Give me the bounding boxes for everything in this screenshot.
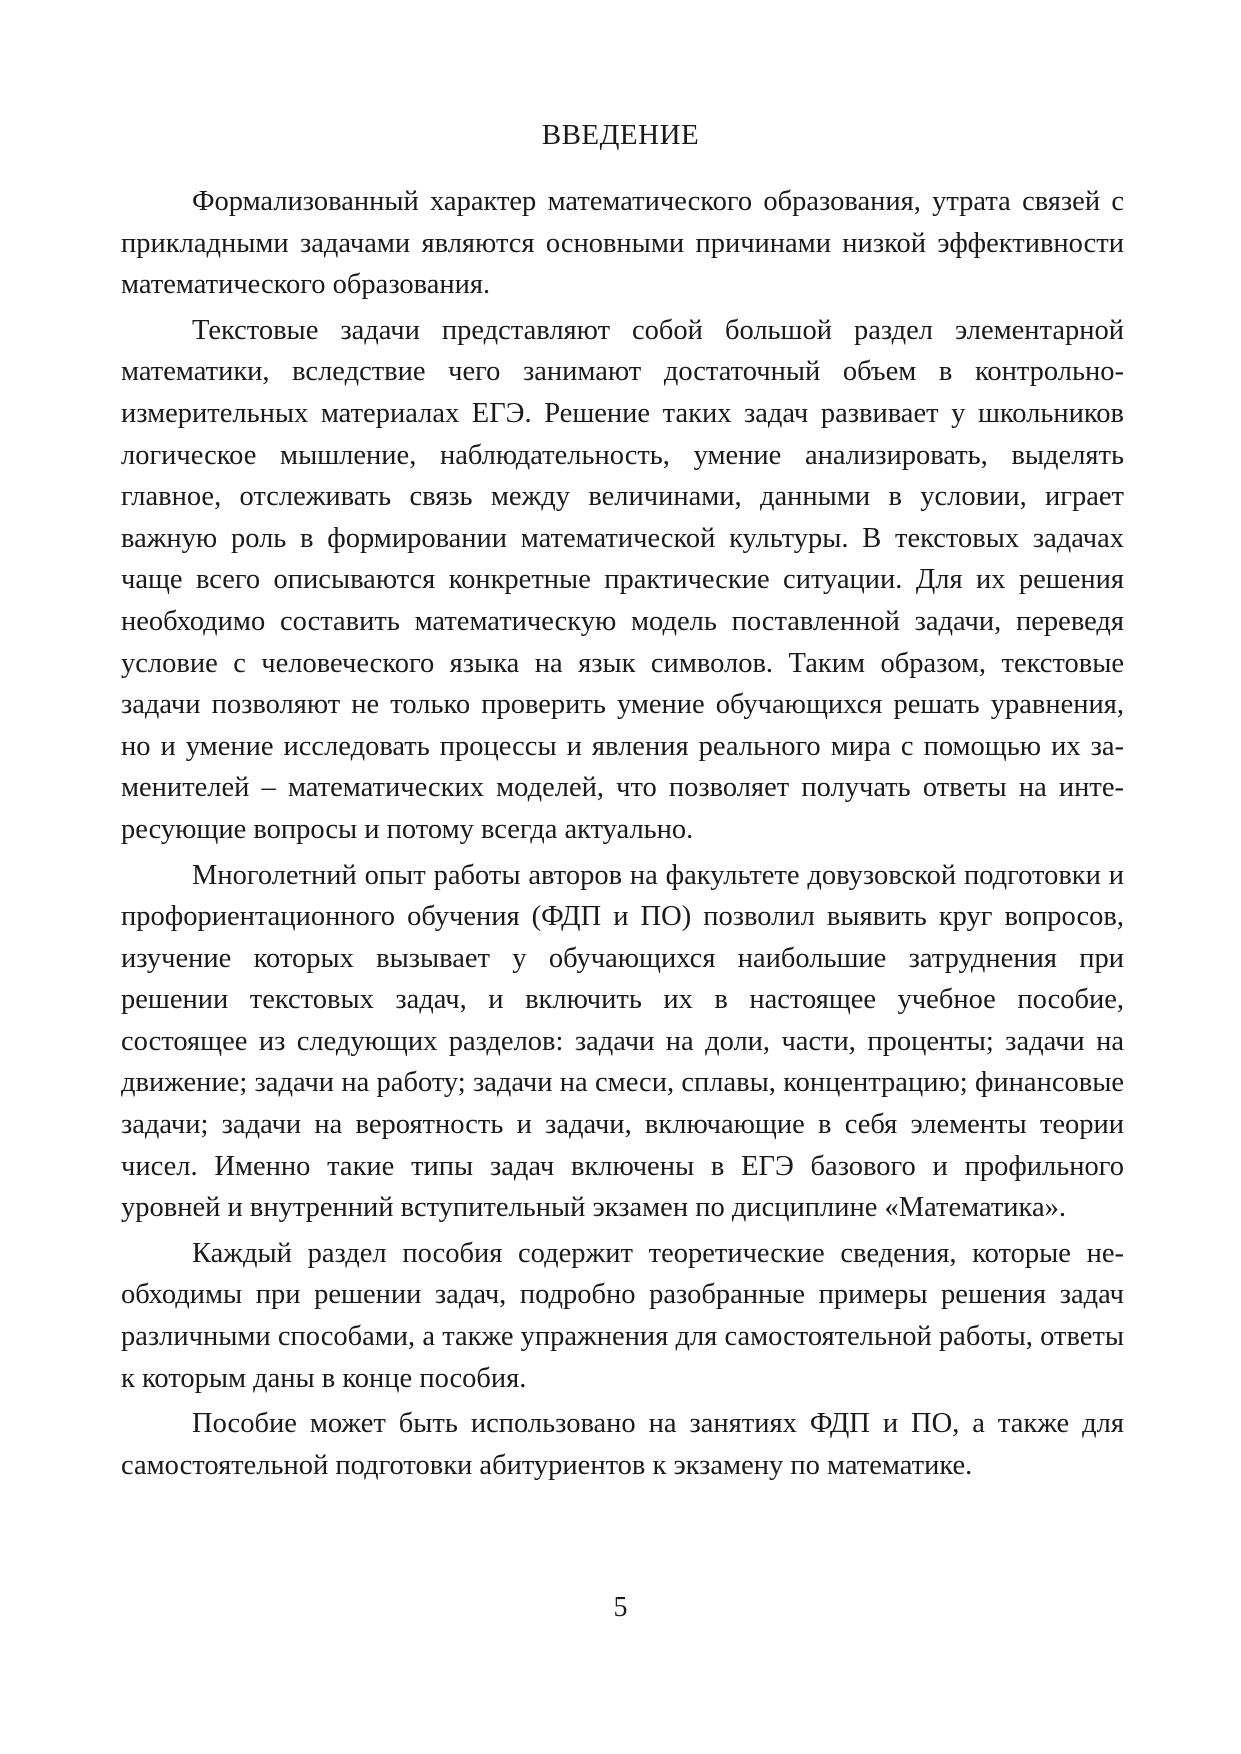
body-text bbox=[121, 181, 1124, 1490]
paragraph-5: Пособие может быть использовано на занятиях ФДП и ПО, а также для самостоятельной подготовки абитуриентов к экзамену по математике. bbox=[121, 1408, 1124, 1481]
paragraph-2: Текстовые задачи представляют собой большой раздел элементарной математики, вследствие чего занимают достаточный объем в контрольно-измерительных материалах ЕГЭ. Решение таких задач развивает у школьников логическое мышление, наблюдательность, умение анализировать, выделять главное, отслеживать связь между величинами, данными в условии, играет важную роль в формировании математической культуры. В текстовых задачах чаще всего описываются конкретные практические ситуации. Для их решения необходимо составить математическую модель поставленной задачи, переведя условие с человеческого языка на язык символов. Таким образом, текстовые задачи позволяют не только проверить умение обучающихся решать уравнения, но и умение исследовать процессы и явления реального мира с помощью их заменителей – математических моделей, что позволяет получать ответы на интересующие вопросы и потому всегда актуально. bbox=[121, 314, 1124, 845]
paragraph-3: Многолетний опыт работы авторов на факультете довузовской подготовки и профориентационного обучения (ФДП и ПО) позволил выявить круг вопросов, изучение которых вызывает у обучающихся наибольшие затруднения при решении текстовых задач, и включить их в настоящее учебное пособие, состоящее из следующих разделов: задачи на доли, части, проценты; задачи на движение; задачи на работу; задачи на смеси, сплавы, концентрацию; финансовые задачи; задачи на вероятность и задачи, включающие в себя элементы теории чисел. Именно такие типы задач включены в ЕГЭ базового и профильного уровней и внутренний вступительный экзамен по дисциплине «Математика». bbox=[121, 859, 1124, 1224]
paragraph-1: Формализованный характер математического образования, утрата связей с прикладными задачами являются основными причинами низкой эффективности математического образования. bbox=[121, 186, 1124, 301]
paragraph-4: Каждый раздел пособия содержит теоретические сведения, которые необходимы при решении задач, подробно разобранные примеры решения задач различными способами, а также упражнения для самостоятельной работы, ответы к которым даны в конце пособия. bbox=[121, 1237, 1124, 1394]
page-title: ВВЕДЕНИЕ bbox=[541, 119, 700, 151]
page-number: 5 bbox=[613, 1592, 628, 1623]
